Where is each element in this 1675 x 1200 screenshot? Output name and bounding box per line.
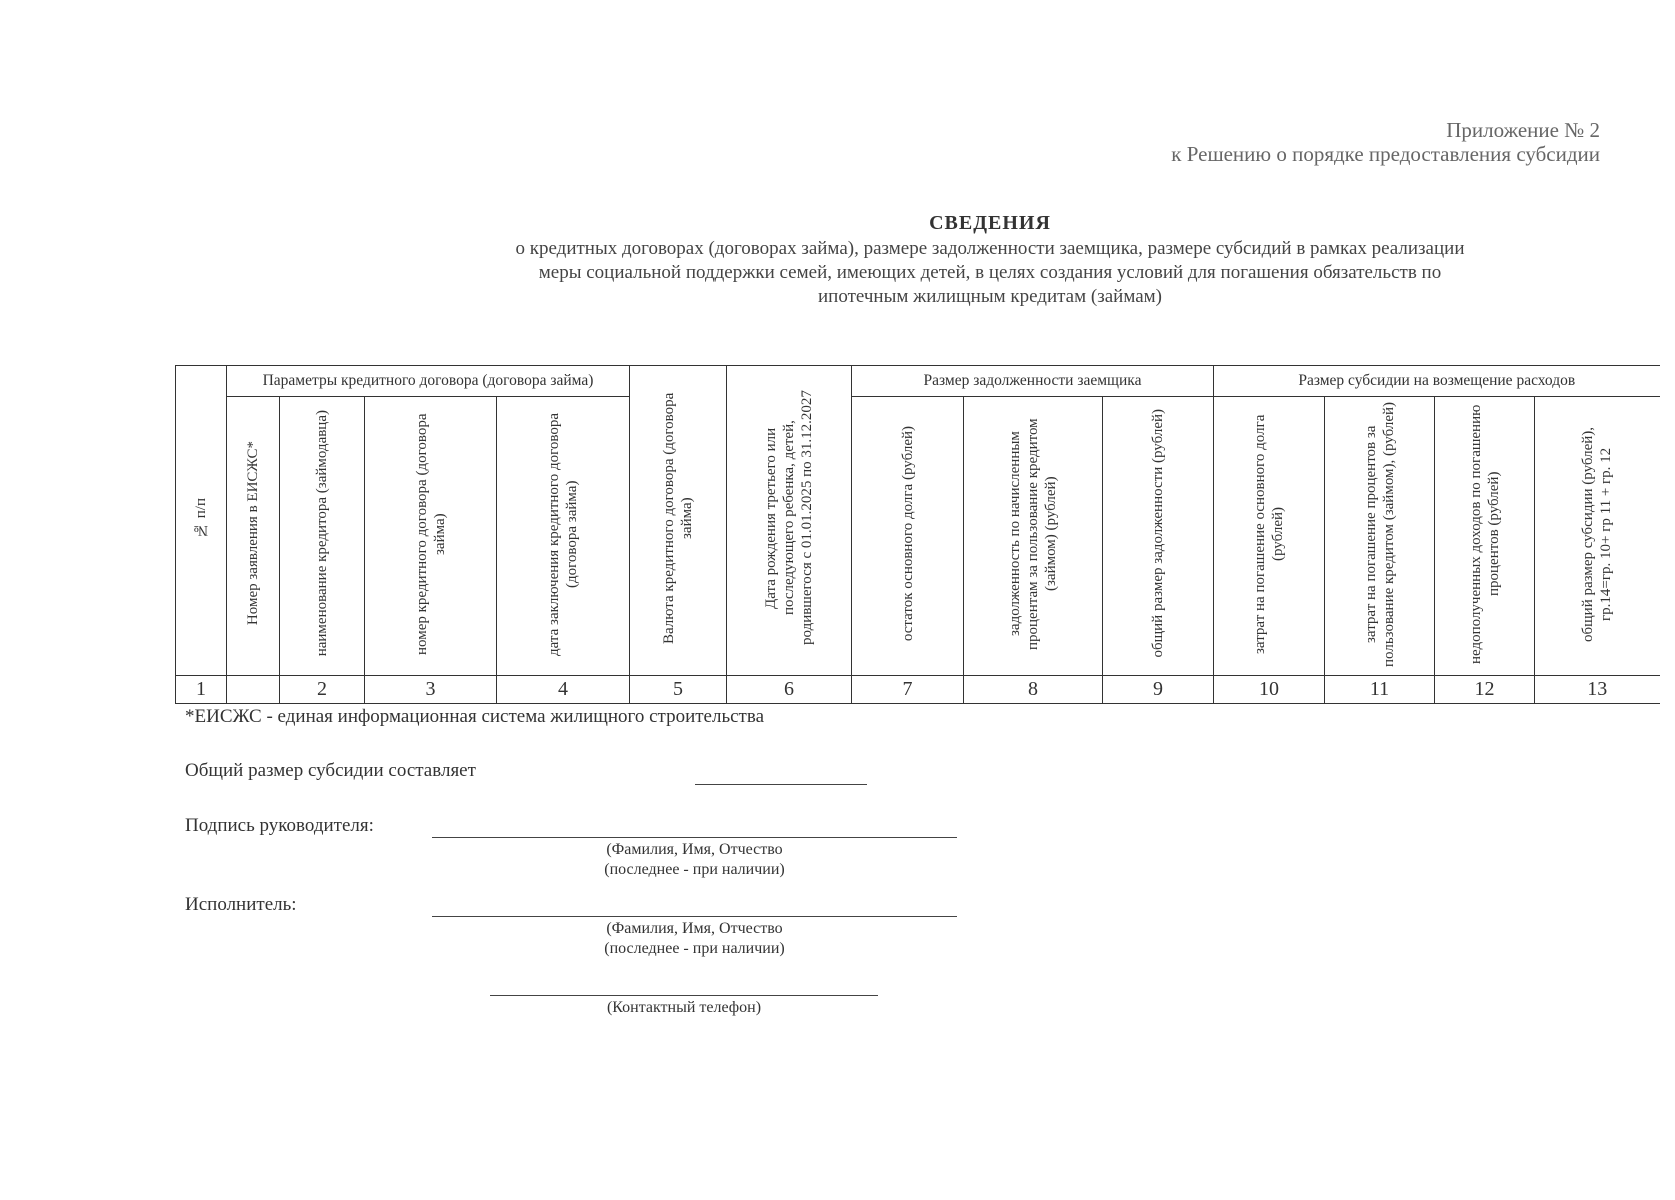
annex-number: Приложение № 2 (1446, 118, 1600, 142)
executor-caption-line-1: (Фамилия, Имя, Отчество (606, 920, 783, 937)
col-header-total-subsidy: общий размер субсидии (рублей), гр.14=гр. 10+ гр 11 + гр. 12 (1535, 397, 1660, 676)
column-number: 4 (497, 676, 630, 704)
annex-header (1171, 118, 1600, 166)
col-header-interest-costs: затрат на погашение процентов за пользование кредитом (займом), (рублей) (1325, 397, 1435, 676)
column-number-row (176, 676, 1660, 704)
footnote: *ЕИСЖС - единая информационная система жилищного строительства (185, 706, 765, 727)
total-subsidy-label: Общий размер субсидии составляет (185, 760, 476, 781)
group-header-subsidy: Размер субсидии на возмещение расходов (1214, 366, 1660, 397)
col-header-principal-balance: остаток основного долга (рублей) (852, 397, 964, 676)
col-header-currency: Валюта кредитного договора (договора займа) (630, 366, 727, 676)
signature-caption-line-1: (Фамилия, Имя, Отчество (606, 841, 783, 858)
signature-line[interactable] (432, 837, 957, 838)
column-number: 10 (1214, 676, 1325, 704)
annex-reference: к Решению о порядке предоставления субсидии (1171, 142, 1600, 166)
column-number: 1 (176, 676, 227, 704)
col-header-child-birth-date: Дата рождения третьего или последующего ребенка, детей, родившегося с 01.01.2025 по 31.12.2027 (727, 366, 852, 676)
column-number (227, 676, 280, 704)
column-number: 11 (1325, 676, 1435, 704)
col-header-principal-costs: затрат на погашение основного долга (рублей) (1214, 397, 1325, 676)
signature-caption-line-2: (последнее - при наличии) (604, 861, 785, 878)
col-header-row-number: № п/п (176, 366, 227, 676)
column-number: 13 (1535, 676, 1660, 704)
column-number: 9 (1103, 676, 1214, 704)
col-header-interest-debt: задолженность по начисленным процентам за пользование кредитом (займом) (рублей) (964, 397, 1103, 676)
executor-caption-line-2: (последнее - при наличии) (604, 940, 785, 957)
executor-label: Исполнитель: (185, 894, 297, 915)
column-number: 5 (630, 676, 727, 704)
signature-label: Подпись руководителя: (185, 815, 374, 836)
document-title: СВЕДЕНИЯ (929, 212, 1051, 234)
col-header-total-debt: общий размер задолженности (рублей) (1103, 397, 1214, 676)
document-subtitle-line-2: меры социальной поддержки семей, имеющих детей, в целях создания условий для погашения обязательств по (538, 262, 1442, 283)
document-subtitle-line-3: ипотечным жилищным кредитам (займам) (818, 286, 1162, 307)
group-header-debt: Размер задолженности заемщика (852, 366, 1214, 397)
column-number: 8 (964, 676, 1103, 704)
column-number: 6 (727, 676, 852, 704)
subsidy-table (175, 365, 1660, 704)
column-number: 3 (365, 676, 497, 704)
column-number: 12 (1435, 676, 1535, 704)
phone-caption: (Контактный телефон) (606, 999, 762, 1016)
col-header-lost-income: недополученных доходов по погашению процентов (рублей) (1435, 397, 1535, 676)
executor-line[interactable] (432, 916, 957, 917)
executor-caption (432, 919, 957, 959)
col-header-creditor-name: наименование кредитора (займодавца) (280, 397, 365, 676)
document-title-block (400, 212, 1580, 309)
document-subtitle-line-1: о кредитных договорах (договорах займа), размере задолженности заемщика, размере субсидий в рамках реализации (515, 238, 1465, 259)
total-subsidy-line[interactable] (695, 784, 867, 785)
column-number: 2 (280, 676, 365, 704)
col-header-contract-date: дата заключения кредитного договора (договора займа) (497, 397, 630, 676)
column-number: 7 (852, 676, 964, 704)
signature-caption (432, 840, 957, 880)
col-header-contract-number: номер кредитного договора (договора займа) (365, 397, 497, 676)
phone-line[interactable] (490, 995, 878, 996)
group-header-contract-params: Параметры кредитного договора (договора займа) (227, 366, 630, 397)
col-header-application-number: Номер заявления в ЕИСЖС* (227, 397, 280, 676)
